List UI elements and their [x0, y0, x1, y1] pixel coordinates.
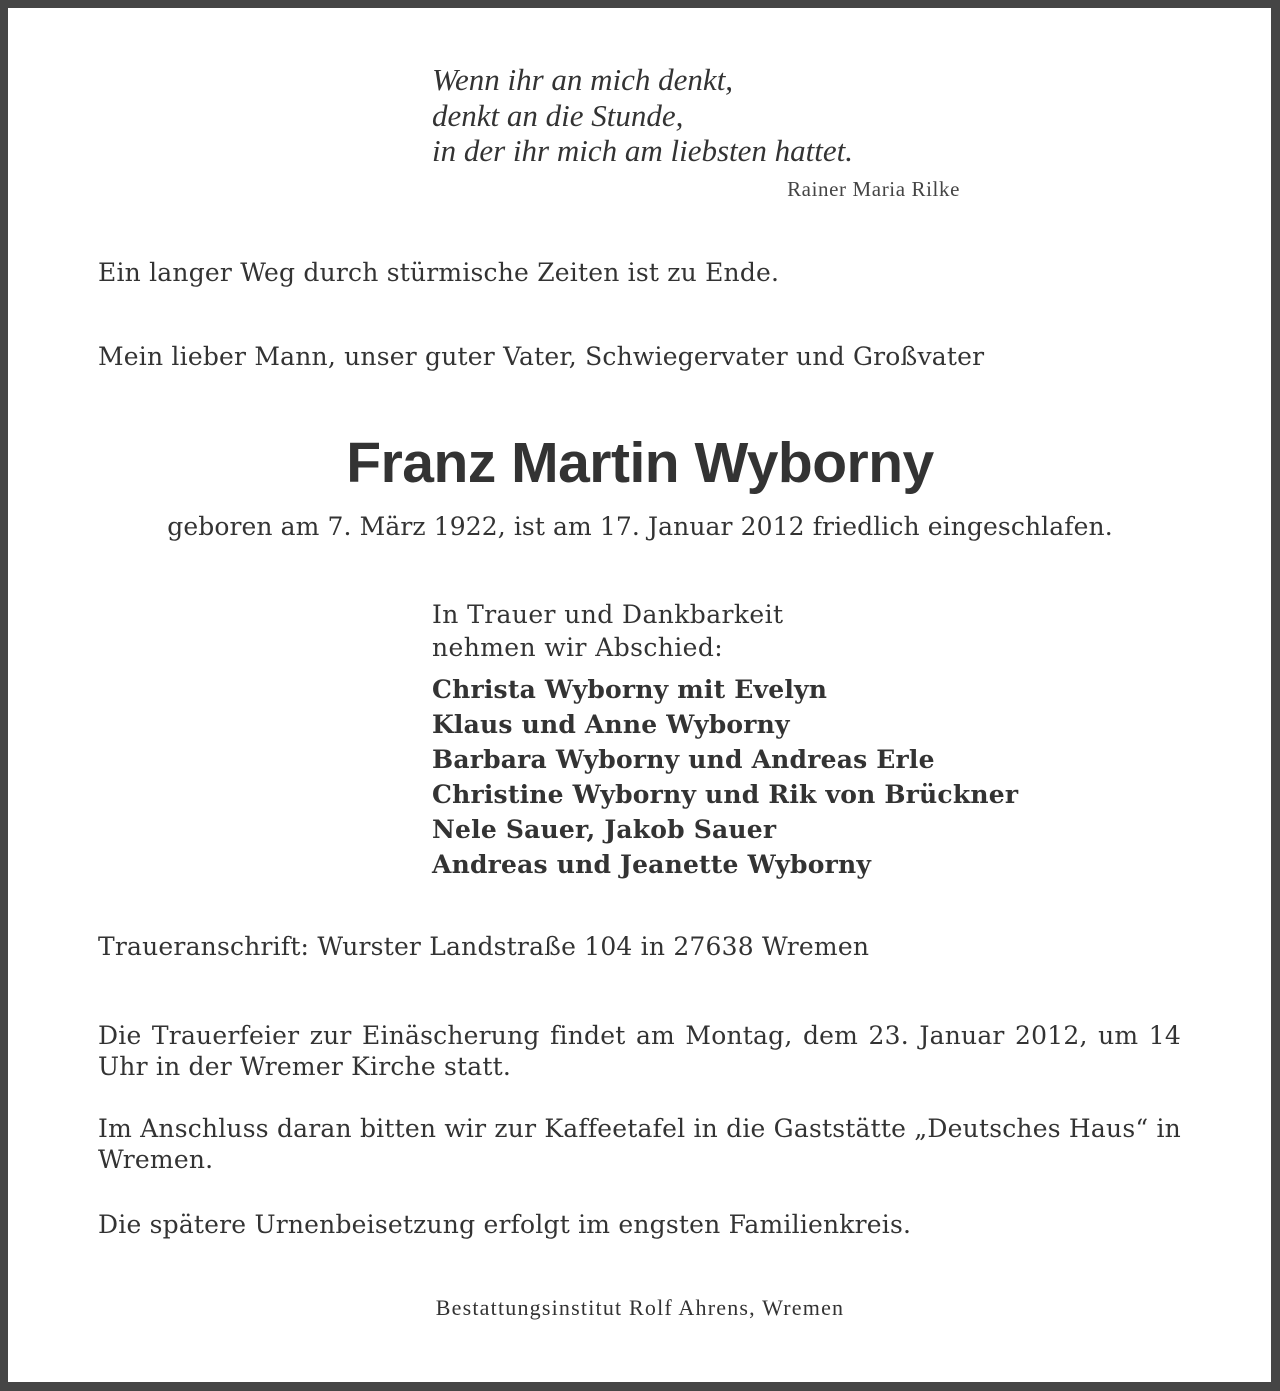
- mourning-address: Traueranschrift: Wurster Landstraße 104 in 27638 Wremen: [98, 932, 870, 961]
- family-list: [432, 672, 1018, 882]
- deceased-name: Franz Martin Wyborny: [346, 431, 934, 495]
- relation-text: Mein lieber Mann, unser guter Vater, Schwiegervater und Großvater: [98, 342, 985, 371]
- family-member: Christine Wyborny und Rik von Brückner: [432, 780, 1019, 809]
- family-member: Klaus und Anne Wyborny: [432, 710, 790, 739]
- poem-author: Rainer Maria Rilke: [787, 177, 960, 201]
- family-member: Andreas und Jeanette Wyborny: [432, 850, 872, 879]
- mourning-statement: [432, 598, 783, 664]
- poem-quote: [432, 62, 853, 169]
- poem-line: Wenn ihr an mich denkt,: [432, 62, 734, 97]
- funeral-info: Die Trauerfeier zur Einäscherung findet am Montag, dem 23. Januar 2012, um 14 Uhr in der Wremer Kirche statt.: [98, 1021, 1181, 1081]
- burial-info: Die spätere Urnenbeisetzung erfolgt im engsten Familienkreis.: [98, 1210, 912, 1239]
- poem-line: in der ihr mich am liebsten hattet.: [432, 133, 854, 168]
- family-member: Nele Sauer, Jakob Sauer: [432, 815, 777, 844]
- reception-info: Im Anschluss daran bitten wir zur Kaffeetafel in die Gaststätte „Deutsches Haus“ in Wremen.: [98, 1114, 1181, 1174]
- life-dates: geboren am 7. März 1922, ist am 17. Januar 2012 friedlich eingeschlafen.: [167, 512, 1113, 541]
- mourning-line: nehmen wir Abschied:: [432, 633, 724, 662]
- family-member: Barbara Wyborny und Andreas Erle: [432, 745, 935, 774]
- family-member: Christa Wyborny mit Evelyn: [432, 675, 828, 704]
- poem-line: denkt an die Stunde,: [432, 97, 684, 133]
- intro-text: Ein langer Weg durch stürmische Zeiten ist zu Ende.: [98, 258, 780, 287]
- funeral-home: Bestattungsinstitut Rolf Ahrens, Wremen: [435, 1295, 845, 1320]
- mourning-line: In Trauer und Dankbarkeit: [432, 600, 784, 629]
